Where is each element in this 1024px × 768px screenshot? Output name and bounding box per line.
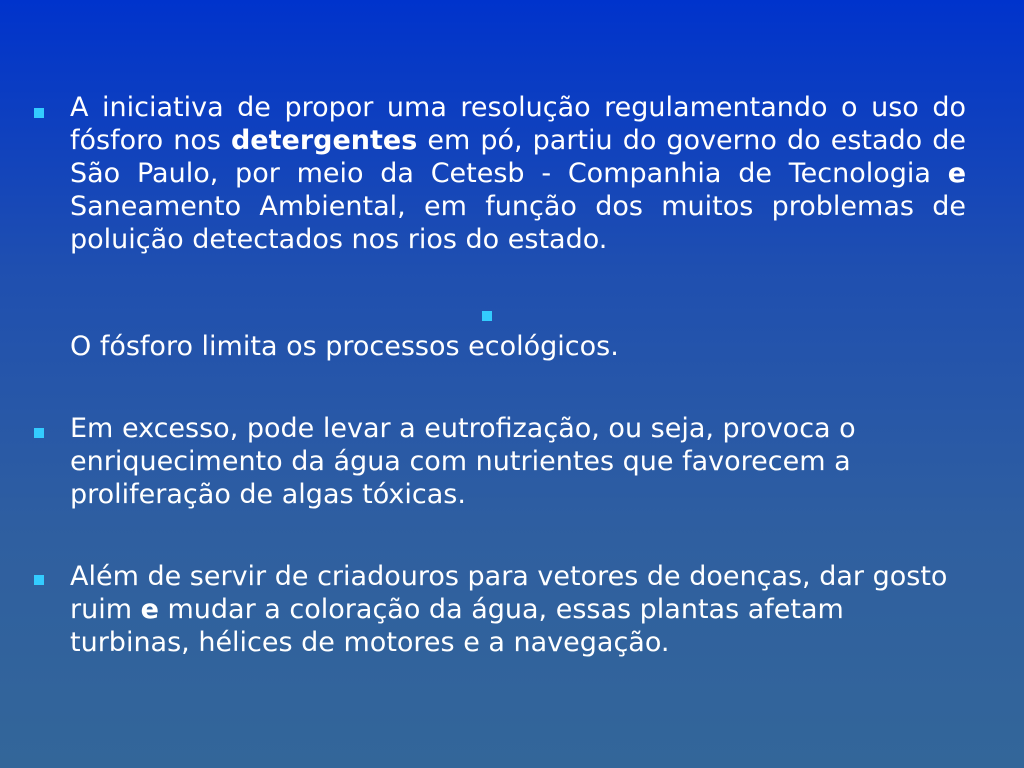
bullet-marker (482, 311, 492, 321)
text-segment: Saneamento Ambiental, em função dos muitos problemas de poluição detectados nos rios do estado. (70, 191, 966, 255)
bold-text: e (947, 158, 966, 189)
bullet-text-2 (70, 330, 970, 363)
bold-text: e (140, 594, 159, 625)
bullet-text-4 (70, 560, 960, 659)
text-segment: Além de servir de criadouros para vetores de doenças, dar gosto ruim (70, 561, 948, 625)
bullet-text-1 (70, 91, 966, 256)
bullet-marker (34, 575, 44, 585)
text-segment: Em excesso, pode levar a eutrofização, ou seja, provoca o enriquecimento da água com nutrientes que favorecem a proliferação de algas tóxicas. (70, 413, 856, 510)
text-segment: O fósforo limita os processos ecológicos. (70, 331, 619, 362)
text-segment: mudar a coloração da água, essas plantas afetam turbinas, hélices de motores e a navegação. (70, 594, 844, 658)
bullet-text-3 (70, 412, 950, 511)
bullet-marker (34, 428, 44, 438)
text-segment: A iniciativa de propor uma resolução regulamentando o uso do fósforo nos (70, 92, 966, 156)
bullet-marker (34, 108, 44, 118)
text-segment: em pó, partiu do governo do estado de São Paulo, por meio da Cetesb - Companhia de Tecnologia (70, 125, 966, 189)
bold-text: detergentes (230, 125, 418, 156)
